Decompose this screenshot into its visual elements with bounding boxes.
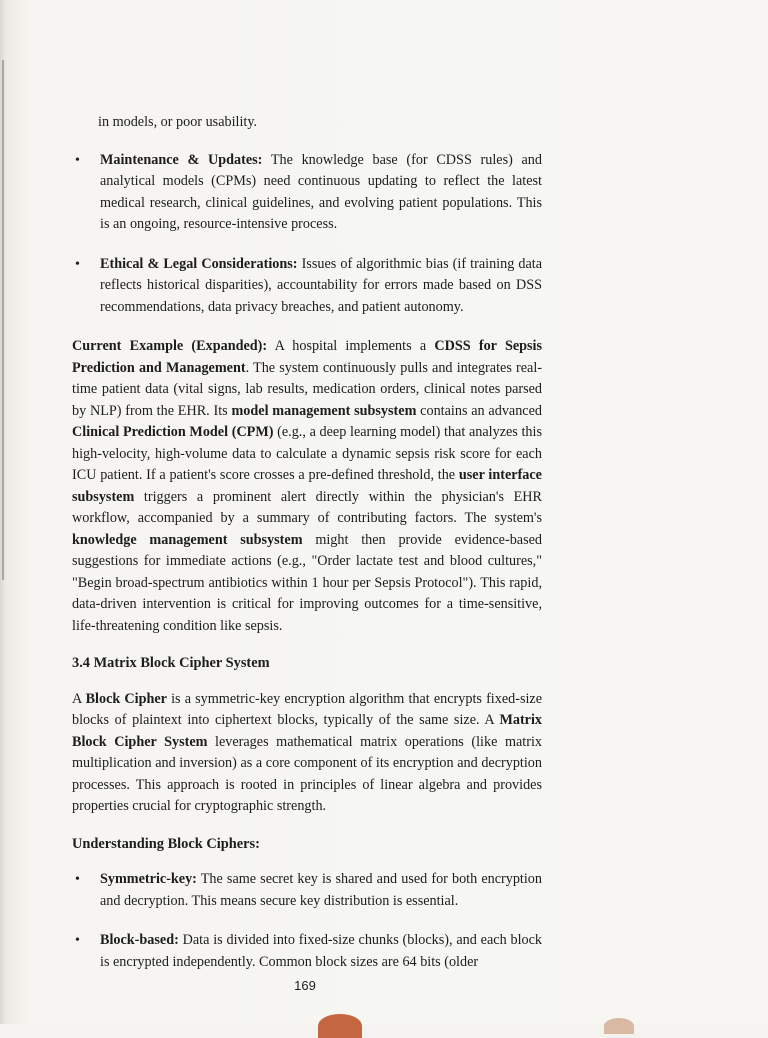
- continued-text: in models, or poor usability.: [98, 114, 258, 130]
- bullet-term: Symmetric-key:: [100, 871, 197, 887]
- bullet-term: Ethical & Legal Considerations:: [100, 255, 298, 272]
- bullet-symmetric-key: [72, 869, 542, 912]
- intro-text: is a symmetric-key encryption algorithm that encrypts fixed-size blocks of plaintext into ciphertext blocks, typically of the same size. A: [72, 690, 542, 728]
- intro-bold: Matrix Block Cipher System: [72, 712, 542, 750]
- bullet-icon: •: [75, 256, 80, 272]
- fingertip-photo-artifact: [318, 1014, 362, 1038]
- example-bold: user interface subsystem: [72, 467, 542, 505]
- example-text: might then provide evidence-based suggestions for immediate actions (e.g., "Order lactate test and blood cultures," "Begin broad-spectrum antibiotics within 1 hour per Sepsis Protocol"). This rapid, data-driven intervention is critical for improving outcomes for a time-sensitive, life-threatening condition like sepsis.: [72, 531, 543, 634]
- bullet-text: The same secret key is shared and used for both encryption and decryption. This means secure key distribution is essential.: [100, 871, 542, 909]
- bullet-icon: •: [75, 152, 80, 168]
- example-text: contains an advanced: [416, 402, 542, 419]
- example-bold: knowledge management subsystem: [72, 531, 303, 548]
- subheading: Understanding Block Ciphers:: [72, 835, 260, 852]
- bullet-term: Block-based:: [100, 932, 179, 948]
- example-bold: Clinical Prediction Model (CPM): [72, 424, 274, 440]
- current-example-paragraph: [72, 336, 542, 637]
- example-text: . The system continuously pulls and integrates real-time patient data (vital signs, lab results, medication orders, clinical notes parsed by NLP) from the EHR. Its: [72, 359, 542, 419]
- bullet-icon: •: [75, 933, 80, 948]
- bullet-icon: •: [75, 872, 80, 887]
- page-spine-shadow: [2, 60, 4, 580]
- page-number: 169: [294, 978, 316, 993]
- example-bold: CDSS for Sepsis Prediction and Management: [72, 338, 543, 376]
- bullet-text: Issues of algorithmic bias (if training data reflects historical disparities), accountability for errors made based on DSS recommendations, data privacy breaches, and patient autonomy.: [100, 255, 543, 315]
- example-label: Current Example (Expanded):: [72, 338, 268, 354]
- intro-bold: Block Cipher: [85, 690, 167, 707]
- bullet-text: The knowledge base (for CDSS rules) and analytical models (CPMs) need continuous updating to reflect the latest medical research, clinical guidelines, and evolving patient populations. This is an ongoing, resource-intensive process.: [100, 151, 542, 232]
- bullet-text: Data is divided into fixed-size chunks (blocks), and each block is encrypted independently. Common block sizes are 64 bits (older: [100, 932, 542, 970]
- example-bold: model management subsystem: [231, 402, 417, 419]
- text-column: [72, 112, 542, 991]
- bullet-term: Maintenance & Updates:: [100, 151, 263, 168]
- example-text: triggers a prominent alert directly within the physician's EHR workflow, accompanied by a summary of contributing factors. The system's: [72, 488, 542, 526]
- bullet-ethical-legal: [72, 254, 542, 319]
- example-text: A hospital implements a: [267, 338, 435, 354]
- intro-text: leverages mathematical matrix operations (like matrix multiplication and inversion) as a core component of its encryption and decryption processes. This approach is rooted in principles of linear algebra and provides properties crucial for cryptographic strength.: [72, 733, 542, 814]
- bullet-block-based: [72, 930, 542, 973]
- example-text: (e.g., a deep learning model) that analyzes this high-velocity, high-volume data to calculate a dynamic sepsis risk score for each ICU patient. If a patient's score crosses a pre-defined threshold, the: [72, 424, 542, 483]
- block-cipher-intro: [72, 689, 542, 818]
- bullet-maintenance: [72, 150, 542, 236]
- intro-text: A: [72, 690, 86, 707]
- section-heading: 3.4 Matrix Block Cipher System: [72, 655, 270, 671]
- fingertip-photo-artifact: [604, 1018, 634, 1034]
